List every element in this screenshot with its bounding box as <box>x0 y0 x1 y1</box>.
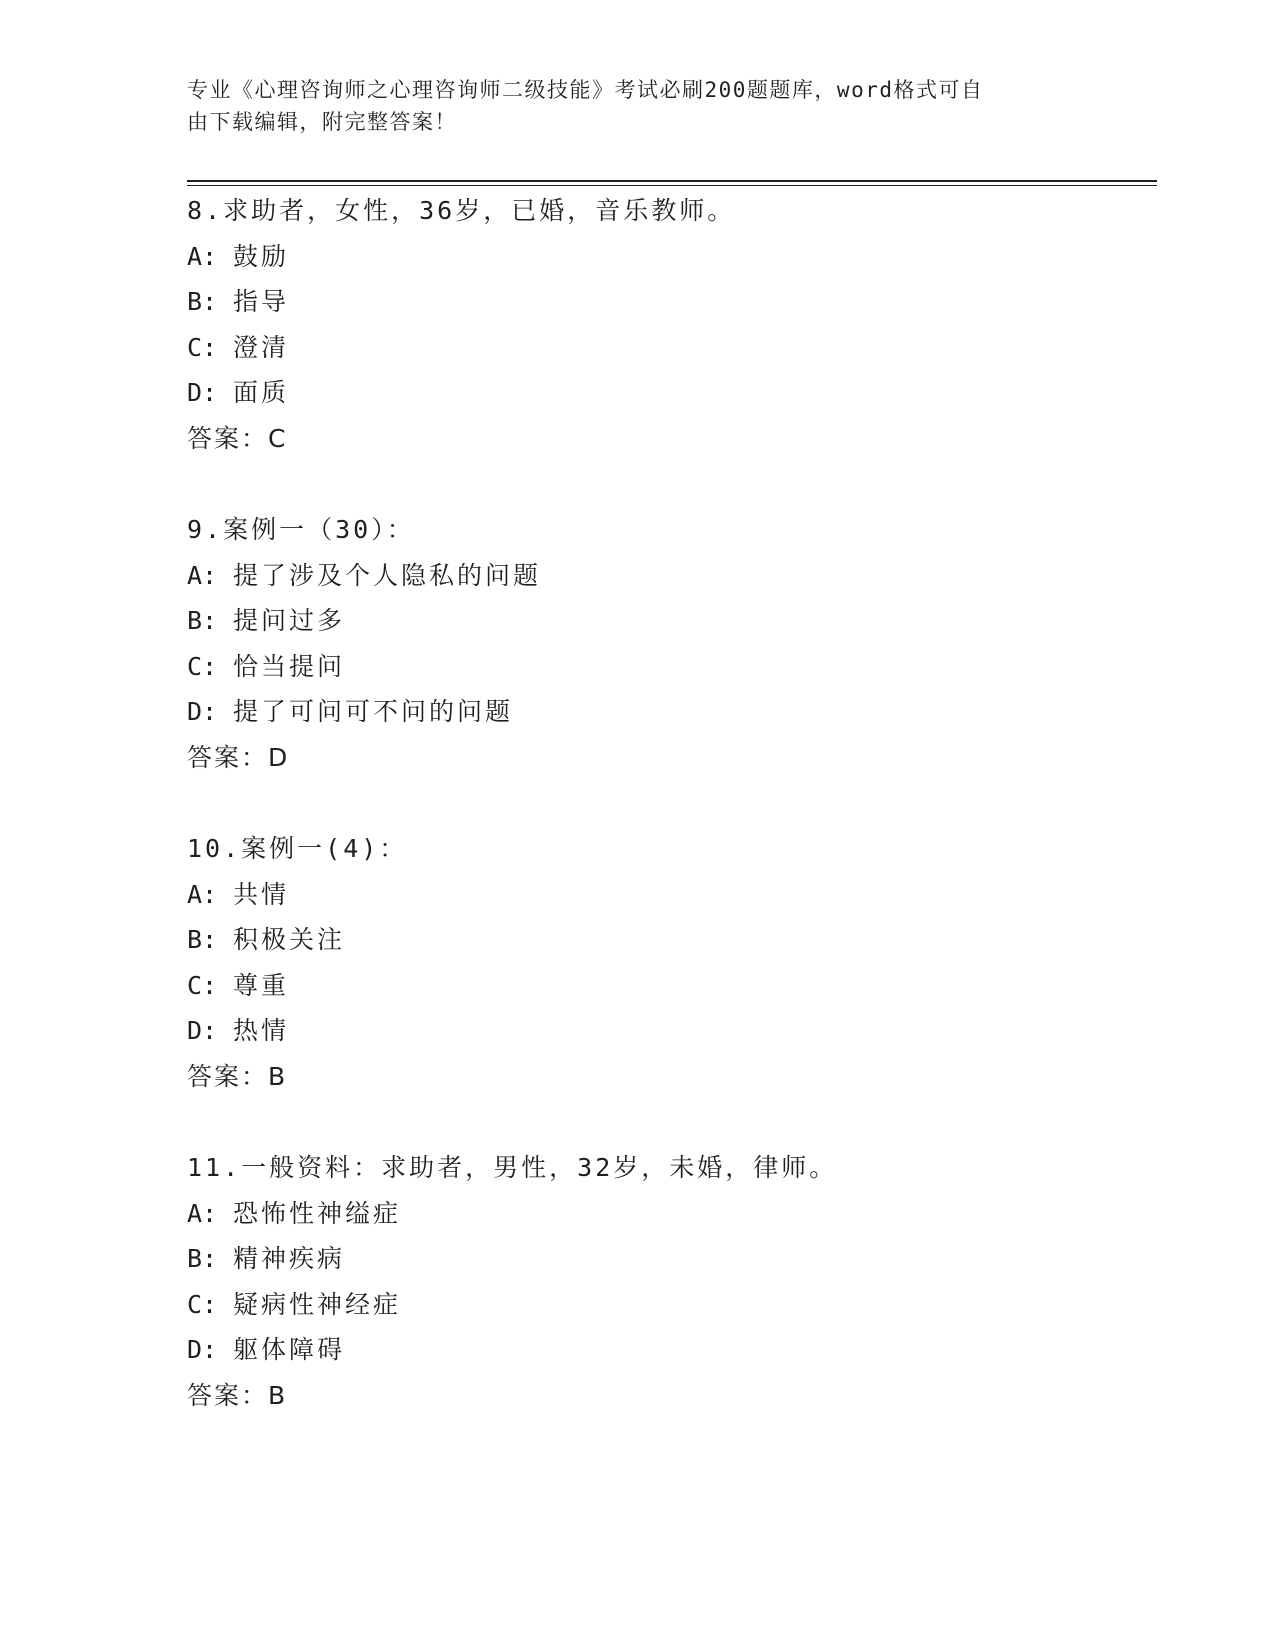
answer-label: 答案： <box>187 1061 269 1091</box>
option-d <box>187 689 541 735</box>
option-letter: B: <box>187 606 218 635</box>
answer-label: 答案： <box>187 423 269 453</box>
option-b <box>187 917 407 963</box>
option-letter: B: <box>187 925 218 954</box>
question-block <box>187 507 541 780</box>
answer-value: B <box>268 1061 288 1091</box>
option-text: 躯体障碍 <box>233 1335 346 1364</box>
document-header <box>187 74 1087 138</box>
option-letter: A: <box>187 1198 218 1228</box>
option-text: 尊重 <box>233 970 290 1000</box>
option-text: 疑病性神经症 <box>233 1289 402 1319</box>
option-letter: D: <box>187 1016 218 1045</box>
option-b <box>187 598 541 644</box>
question-stem: 9.案例一（30）： <box>187 515 415 544</box>
option-text: 鼓励 <box>233 241 290 271</box>
option-a <box>187 234 735 280</box>
option-text: 提了可问可不问的问题 <box>233 697 514 726</box>
question-stem: 10.案例一(4)： <box>187 834 408 863</box>
option-d <box>187 1008 407 1054</box>
option-text: 热情 <box>233 1016 290 1045</box>
option-letter: C: <box>187 970 218 1000</box>
answer-line <box>187 416 735 462</box>
option-letter: A: <box>187 560 218 590</box>
option-text: 恐怖性神缢症 <box>233 1198 402 1228</box>
option-text: 提问过多 <box>233 606 346 635</box>
option-letter: D: <box>187 378 218 407</box>
option-a <box>187 553 541 599</box>
option-d <box>187 1327 837 1373</box>
option-letter: A: <box>187 241 218 271</box>
header-divider-thick <box>187 180 1157 182</box>
option-letter: D: <box>187 697 218 726</box>
question-stem: 8.求助者，女性，36岁，已婚，音乐教师。 <box>187 196 736 225</box>
option-c <box>187 1282 837 1328</box>
question-block <box>187 1145 837 1418</box>
option-text: 恰当提问 <box>233 651 346 681</box>
answer-value: B <box>268 1380 288 1410</box>
option-a <box>187 872 407 918</box>
option-letter: C: <box>187 1289 218 1319</box>
option-text: 澄清 <box>233 332 290 362</box>
option-letter: C: <box>187 651 218 681</box>
option-c <box>187 963 407 1009</box>
option-c <box>187 644 541 690</box>
header-line-2: 由下载编辑，附完整答案！ <box>187 110 457 134</box>
option-a <box>187 1191 837 1237</box>
option-b <box>187 279 735 325</box>
answer-label: 答案： <box>187 742 269 772</box>
answer-line <box>187 1054 407 1100</box>
option-text: 指导 <box>233 287 290 316</box>
option-letter: D: <box>187 1335 218 1364</box>
header-line-1: 专业《心理咨询师之心理咨询师二级技能》考试必刷200题题库，word格式可自 <box>187 78 984 102</box>
option-letter: B: <box>187 287 218 316</box>
question-block <box>187 826 407 1099</box>
answer-value: C <box>268 423 288 453</box>
option-text: 共情 <box>233 879 290 909</box>
answer-value: D <box>268 742 290 772</box>
option-text: 面质 <box>233 378 290 407</box>
option-text: 积极关注 <box>233 925 346 954</box>
option-b <box>187 1236 837 1282</box>
answer-line <box>187 1373 837 1419</box>
option-letter: B: <box>187 1244 218 1273</box>
header-divider-thin <box>187 185 1157 186</box>
answer-label: 答案： <box>187 1380 269 1410</box>
option-d <box>187 370 735 416</box>
option-text: 提了涉及个人隐私的问题 <box>233 560 542 590</box>
question-block <box>187 188 735 461</box>
question-stem: 11.一般资料：求助者，男性，32岁，未婚，律师。 <box>187 1153 838 1182</box>
answer-line <box>187 735 541 781</box>
option-letter: A: <box>187 879 218 909</box>
option-c <box>187 325 735 371</box>
option-letter: C: <box>187 332 218 362</box>
option-text: 精神疾病 <box>233 1244 346 1273</box>
